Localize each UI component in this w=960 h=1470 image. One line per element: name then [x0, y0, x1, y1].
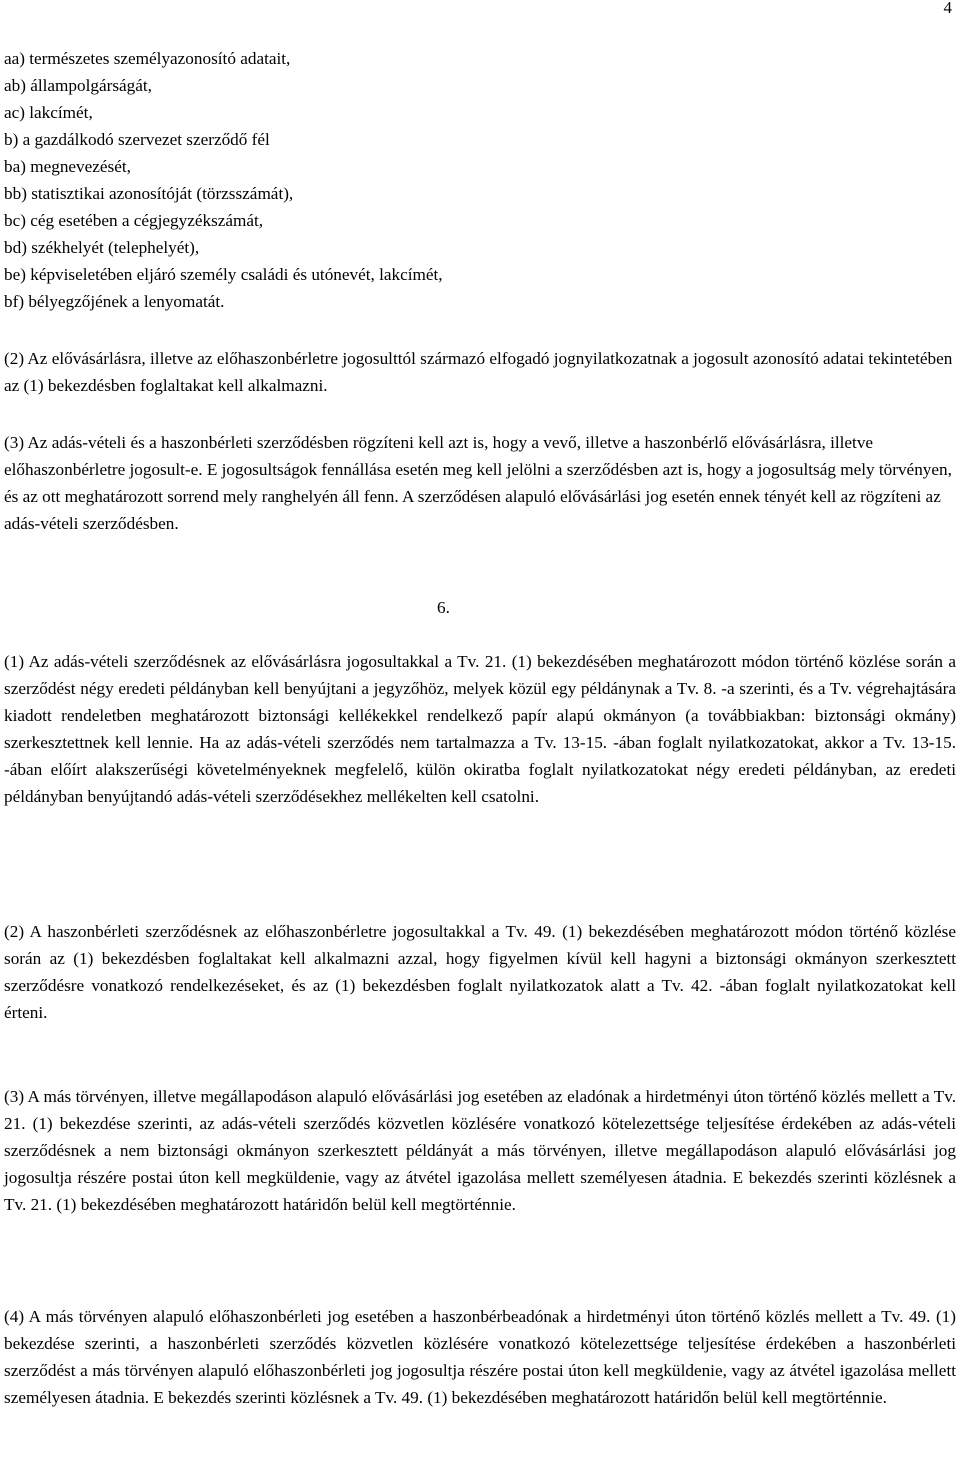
- list-item: ac) lakcímét,: [4, 103, 93, 122]
- page-number: 4: [943, 0, 952, 17]
- item-list: [4, 45, 956, 315]
- paragraph-6-3: (3) A más törvényen, illetve megállapodáson alapuló elővásárlási jog esetében az eladónak a hirdetményi úton történő közlés mellett a Tv. 21. (1) bekezdése szerinti, az adás-vételi szerződés közvetlen közlésére vonatkozó kötelezettsége teljesítése érdekében az adás-vételi szerződésnek a nem biztonsági okmányon szerkesztett példányát a más törvényen, illetve megállapodáson alapuló elővásárlási jog jogosultja részére postai úton kell megküldenie, vagy az átvétel igazolása mellett személyesen átadnia. E bekezdés szerinti közlésnek a Tv. 21. (1) bekezdésében meghatározott határidőn belül kell megtörténnie.: [4, 1087, 956, 1214]
- list-item: bf) bélyegzőjének a lenyomatát.: [4, 292, 225, 311]
- paragraph-6-4: (4) A más törvényen alapuló előhaszonbérleti jog esetében a haszonbérbeadónak a hirdetményi úton történő közlés mellett a Tv. 49. (1) bekezdése szerinti, a haszonbérleti szerződés közvetlen közlésére vonatkozó kötelezettsége teljesítése érdekében a haszonbérleti szerződést a más törvényen alapuló előhaszonbérleti jog jogosultja részére postai úton kell megküldenie, vagy az átvétel igazolása mellett személyesen átadnia. E bekezdés szerinti közlésnek a Tv. 49. (1) bekezdésében meghatározott határidőn belül kell megtörténnie.: [4, 1307, 956, 1407]
- paragraph-6-2: (2) A haszonbérleti szerződésnek az előhaszonbérletre jogosultakkal a Tv. 49. (1) bekezdésében meghatározott módon történő közlése során az (1) bekezdésben foglaltakat kell alkalmazni azzal, hogy figyelmen kívül kell hagyni a biztonsági okmányon szerkesztett szerződésre vonatkozó rendelkezéseket, és az (1) bekezdésben foglalt nyilatkozatok alatt a Tv. 42. -ában foglalt nyilatkozatokat kell érteni.: [4, 922, 956, 1022]
- list-item: be) képviseletében eljáró személy családi és utónevét, lakcímét,: [4, 265, 443, 284]
- section-heading: [437, 594, 454, 621]
- paragraph-3: (3) Az adás-vételi és a haszonbérleti szerződésben rögzíteni kell azt is, hogy a vevő, illetve a haszonbérlő elővásárlásra, illetve előhaszonbérletre jogosult-e. E jogosultságok fennállása esetén meg kell jelölni a szerződésben azt is, hogy a jogosultság mely törvényen, és az ott meghatározott sorrend mely ranghelyén áll fenn. A szerződésen alapuló elővásárlási jog esetén ennek tényét kell az rögzíteni az adás-vételi szerződésben.: [4, 433, 952, 533]
- list-item: ab) állampolgárságát,: [4, 76, 152, 95]
- paragraph-2: (2) Az elővásárlásra, illetve az előhaszonbérletre jogosulttól származó elfogadó jognyilatkozatnak a jogosult azonosító adatai tekintetében az (1) bekezdésben foglaltakat kell alkalmazni.: [4, 349, 953, 395]
- list-item: bb) statisztikai azonosítóját (törzsszámát),: [4, 184, 294, 203]
- list-item: aa) természetes személyazonosító adatait,: [4, 49, 291, 68]
- list-item: ba) megnevezését,: [4, 157, 131, 176]
- list-item: b) a gazdálkodó szervezet szerződő fél: [4, 130, 270, 149]
- section-number: 6.: [437, 598, 450, 617]
- list-item: bd) székhelyét (telephelyét),: [4, 238, 200, 257]
- list-item: bc) cég esetében a cégjegyzékszámát,: [4, 211, 264, 230]
- paragraph-6-1: (1) Az adás-vételi szerződésnek az elővásárlásra jogosultakkal a Tv. 21. (1) bekezdésében meghatározott módon történő közlése során a szerződést négy eredeti példányban kell benyújtani a jegyzőhöz, melyek közül egy példánynak a Tv. 8. -a szerinti, és a Tv. végrehajtására kiadott rendeletben meghatározott biztonsági kellékekkel rendelkező papír alapú okmányon (a továbbiakban: biztonsági okmány) szerkesztettnek kell lennie. Ha az adás-vételi szerződés nem tartalmazza a Tv. 13-15. -ában foglalt nyilatkozatokat, akkor a Tv. 13-15. -ában előírt alakszerűségi követelményeknek megfelelő, külön okiratba foglalt nyilatkozatokat négy eredeti példányban, az eredeti példányban benyújtandó adás-vételi szerződésekhez mellékelten kell csatolni.: [4, 652, 956, 806]
